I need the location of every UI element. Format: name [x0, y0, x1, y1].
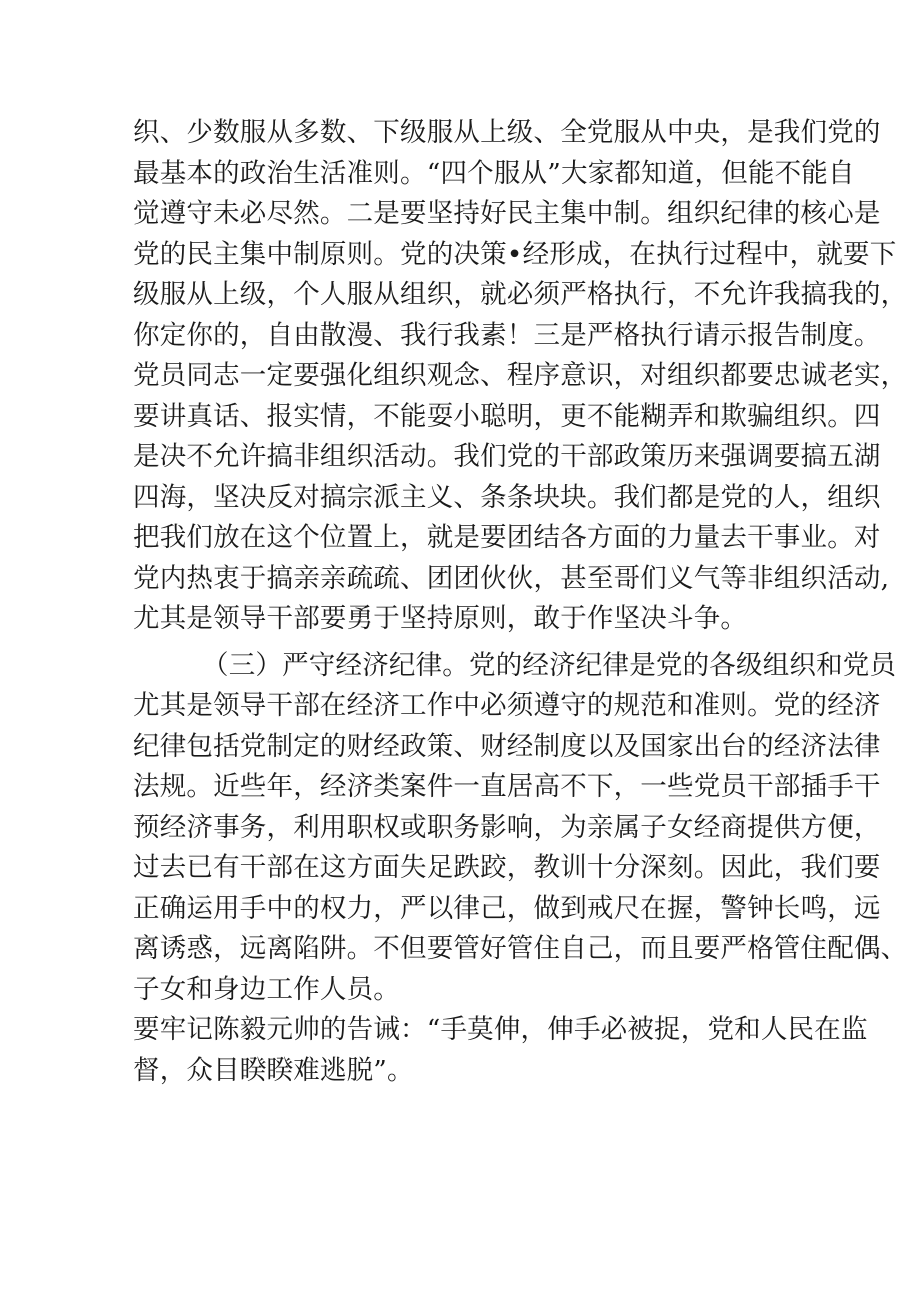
- text-line: 尤其是领导干部在经济工作中必须遵守的规范和准则。党的经济: [133, 690, 881, 721]
- section-heading-line: （三）严守经济纪律。党的经济纪律是党的各级组织和党员: [133, 649, 897, 681]
- text-line: 子女和身边工作人员。: [133, 973, 400, 1005]
- text-line: 督，众目睽睽难逃脱”。: [133, 1054, 414, 1086]
- text-line: 四海，坚决反对搞宗派主义、条条块块。我们都是党的人，组织: [133, 481, 881, 513]
- text-line: 党的民主集中制原则。党的决策•经形成，在执行过程中，就要下: [133, 238, 897, 270]
- text-line: 织、少数服从多数、下级服从上级、全党服从中央，是我们党的: [133, 117, 881, 148]
- text-line: 法规。近些年，经济类案件一直居高不下，一些党员干部插手干: [133, 771, 881, 802]
- text-line: 最基本的政治生活准则。“四个服从”大家都知道，但能不能自: [133, 157, 855, 189]
- text-line: 要牢记陈毅元帅的告诫：“手莫伸，伸手必被捉，党和人民在监: [133, 1014, 868, 1045]
- body-text: [133, 113, 908, 1132]
- text-line: 纪律包括党制定的财经政策、财经制度以及国家出台的经济法律: [133, 730, 881, 762]
- text-line: 你定你的，自由散漫、我行我素！三是严格执行请示报告制度。: [133, 319, 881, 351]
- text-line: 正确运用手中的权力，严以律己，做到戒尺在握，警钟长鸣，远: [133, 892, 881, 924]
- text-line: 把我们放在这个位置上，就是要团结各方面的力量去干事业。对: [133, 522, 881, 553]
- text-line: 党内热衷于搞亲亲疏疏、团团伙伙，甚至哥们义气等非组织活动,: [133, 562, 890, 594]
- text-line: 离诱惑，远离陷阱。不但要管好管住自己，而且要严格管住配偶、: [133, 933, 908, 964]
- text-line: 级服从上级，个人服从组织，就必须严格执行，不允许我搞我的，: [133, 279, 908, 310]
- text-line: 党员同志一定要强化组织观念、程序意识，对组织都要忠诚老实，: [133, 360, 908, 391]
- text-line: 要讲真话、报实情，不能耍小聪明，更不能糊弄和欺骗组织。四: [133, 400, 881, 432]
- text-line: 过去已有干部在这方面失足跌跤，教训十分深刻。因此，我们要: [133, 852, 881, 883]
- text-line: 是决不允许搞非组织活动。我们党的干部政策历来强调要搞五湖: [133, 441, 881, 472]
- text-line: 预经济事务，利用职权或职务影响，为亲属子女经商提供方便，: [133, 811, 881, 843]
- text-line: [133, 1091, 813, 1132]
- text-line: 尤其是领导干部要勇于坚持原则，敢于作坚决斗争。: [133, 603, 748, 634]
- text-line: 觉遵守未必尽然。二是要坚持好民主集中制。组织纪律的核心是: [133, 198, 881, 229]
